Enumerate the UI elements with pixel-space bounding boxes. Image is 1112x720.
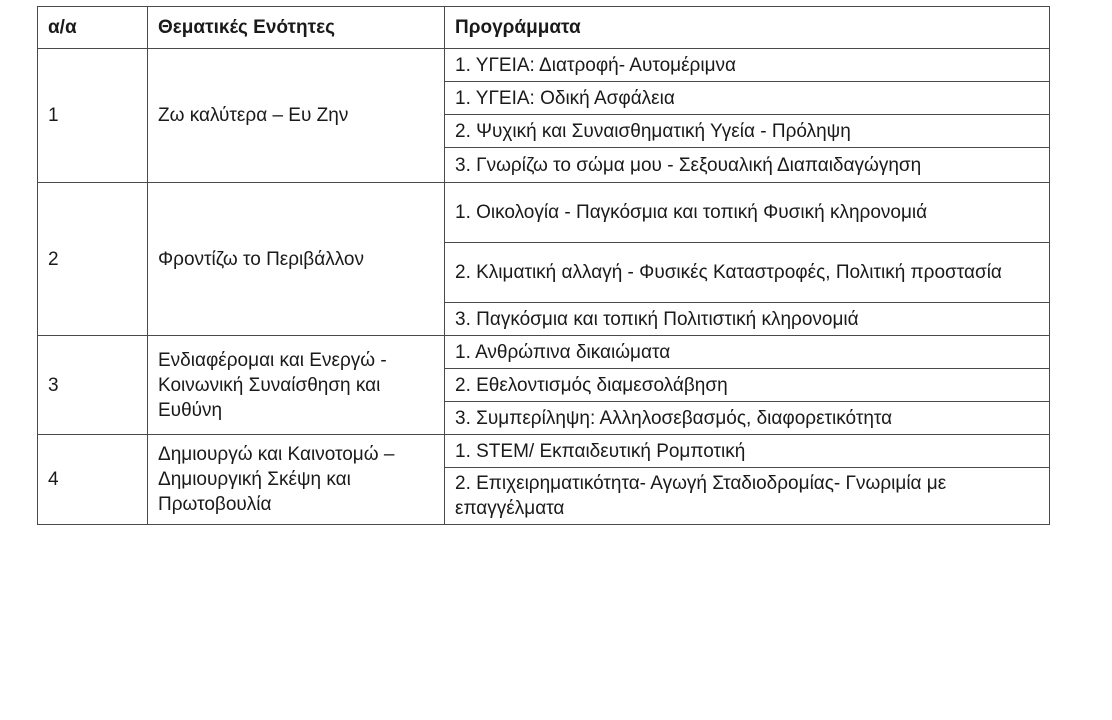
header-theme: Θεματικές Ενότητες xyxy=(148,7,445,49)
row-number: 3 xyxy=(38,336,148,435)
theme-cell: Ενδιαφέρομαι και Ενεργώ - Κοινωνική Συναίσθηση και Ευθύνη xyxy=(148,336,445,435)
table-row xyxy=(38,435,1050,468)
row-number: 2 xyxy=(38,183,148,336)
program-cell: 1. STEM/ Εκπαιδευτική Ρομποτική xyxy=(445,435,1050,468)
header-row xyxy=(38,7,1050,49)
program-cell: 3. Παγκόσμια και τοπική Πολιτιστική κληρονομιά xyxy=(445,303,1050,336)
header-programs: Προγράμματα xyxy=(445,7,1050,49)
table-row xyxy=(38,183,1050,243)
theme-cell: Φροντίζω το Περιβάλλον xyxy=(148,183,445,336)
program-cell: 2. Ψυχική και Συναισθηματική Υγεία - Πρόληψη xyxy=(445,115,1050,148)
program-cell: 2. Εθελοντισμός διαμεσολάβηση xyxy=(445,369,1050,402)
row-number: 4 xyxy=(38,435,148,525)
thematic-units-table xyxy=(37,6,1050,525)
table-row xyxy=(38,336,1050,369)
program-cell: 1. ΥΓΕΙΑ: Οδική Ασφάλεια xyxy=(445,82,1050,115)
program-cell: 1. ΥΓΕΙΑ: Διατροφή- Αυτομέριμνα xyxy=(445,49,1050,82)
program-cell: 1. Οικολογία - Παγκόσμια και τοπική Φυσική κληρονομιά xyxy=(445,183,1050,243)
row-number: 1 xyxy=(38,49,148,183)
program-cell: 3. Συμπερίληψη: Αλληλοσεβασμός, διαφορετικότητα xyxy=(445,402,1050,435)
header-num: α/α xyxy=(38,7,148,49)
program-cell: 1. Ανθρώπινα δικαιώματα xyxy=(445,336,1050,369)
theme-cell: Δημιουργώ και Καινοτομώ – Δημιουργική Σκέψη και Πρωτοβουλία xyxy=(148,435,445,525)
theme-cell: Ζω καλύτερα – Ευ Ζην xyxy=(148,49,445,183)
program-cell: 2. Κλιματική αλλαγή - Φυσικές Καταστροφές, Πολιτική προστασία xyxy=(445,243,1050,303)
program-cell: 3. Γνωρίζω το σώμα μου - Σεξουαλική Διαπαιδαγώγηση xyxy=(445,148,1050,183)
table-row xyxy=(38,49,1050,82)
program-cell: 2. Επιχειρηματικότητα- Αγωγή Σταδιοδρομίας- Γνωριμία με επαγγέλματα xyxy=(445,468,1050,525)
